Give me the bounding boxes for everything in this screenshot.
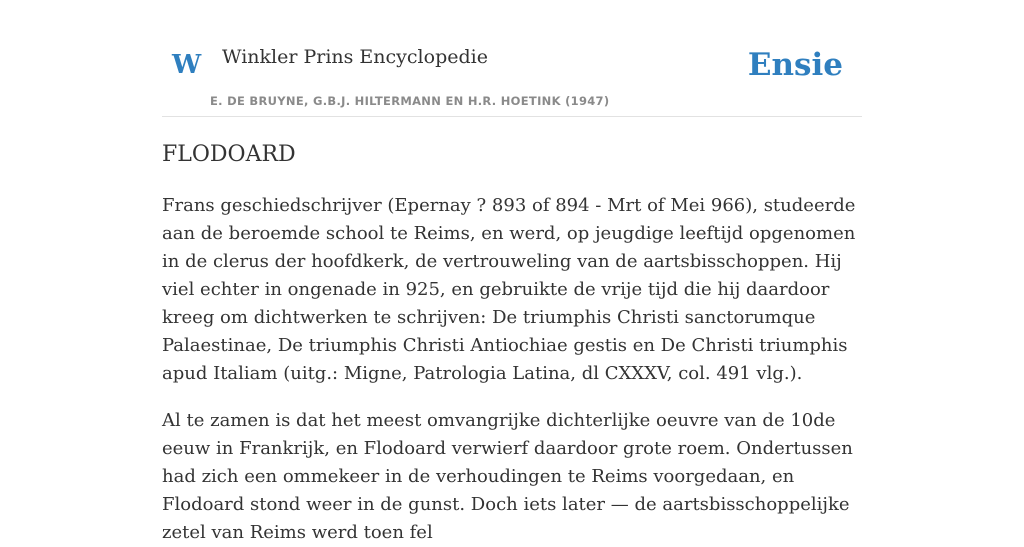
article-paragraph: Frans geschiedschrijver (Epernay ? 893 of 894 - Mrt of Mei 966), studeerde aan de beroemde school te Reims, en werd, op jeugdige leeftijd opgenomen in de clerus der hoofdkerk, de vertrouweling van de aartsbisschoppen. Hij viel echter in ongenade in 925, en gebruikte de vrije tijd die hij daardoor kreeg om dichtwerken te schrijven: De triumphis Christi sanctorumque Palaestinae, De triumphis Christi Antiochiae gestis en De Christi triumphis apud Italiam (uitg.: Migne, Patrologia Latina, dl CXXXV, col. 491 vlg.). <box>162 195 856 384</box>
winkler-prins-logo[interactable]: W <box>172 50 202 80</box>
publication-authors: E. DE BRUYNE, G.B.J. HILTERMANN EN H.R. HOETINK (1947) <box>210 94 610 108</box>
publication-title[interactable]: Winkler Prins Encyclopedie <box>222 46 488 68</box>
article <box>162 140 862 547</box>
article-headword: FLODOARD <box>162 142 296 167</box>
article-paragraph: Al te zamen is dat het meest omvangrijke dichterlijke oeuvre van de 10de eeuw in Frankrijk, en Flodoard verwierf daardoor grote roem. Ondertussen had zich een ommekeer in de verhoudingen te Reims voorgedaan, en Flodoard stond weer in de gunst. Doch iets later — de aartsbisschoppelijke zetel van Reims werd toen fel <box>162 410 853 543</box>
ensie-logo-link[interactable]: Ensie <box>747 47 843 83</box>
site-header <box>162 0 862 117</box>
